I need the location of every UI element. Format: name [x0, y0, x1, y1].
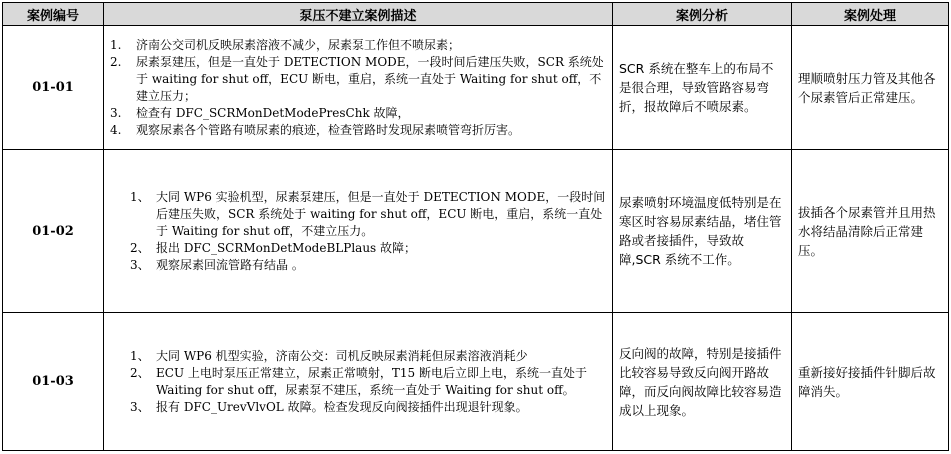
- item-text: 报出 DFC_SCRMonDetModeBLPlaus 故障；: [156, 240, 417, 255]
- item-text: 观察尿素回流管路有结晶 。: [156, 257, 304, 272]
- item-number: 3、: [130, 257, 150, 272]
- header-case-handling: 案例处理: [792, 3, 949, 26]
- case-analysis: 尿素喷射环境温度低特别是在寒区时容易尿素结晶，堵住管路或者接插件，导致故障,SCR 系统不工作。: [613, 150, 792, 313]
- case-id: 01-02: [3, 150, 104, 313]
- header-case-description: 泵压不建立案例描述: [104, 3, 613, 26]
- item-number: 1、: [130, 189, 150, 204]
- list-item: [110, 399, 606, 416]
- item-number: 2、: [130, 365, 150, 380]
- item-text: 尿素泵建压，但是一直处于 DETECTION MODE，一段时间后建压失败，SCR 系统处于 waiting for shut off，ECU 断电，重启，系统一直处于 Waiting for shut off，不建立压力；: [136, 54, 604, 103]
- list-item: [110, 105, 606, 122]
- item-number: 4.: [110, 122, 122, 137]
- list-item: [110, 122, 606, 139]
- item-number: 2.: [110, 54, 122, 69]
- item-text: 济南公交司机反映尿素溶液不减少，尿素泵工作但不喷尿素；: [136, 37, 461, 52]
- item-number: 1、: [130, 348, 150, 363]
- table-row: [3, 313, 949, 451]
- case-analysis: SCR 系统在整车上的布局不是很合理，导致管路容易弯折，报故障后不喷尿素。: [613, 26, 792, 150]
- list-item: [110, 240, 606, 257]
- table-header-row: [3, 3, 949, 26]
- list-item: [110, 257, 606, 274]
- list-item: [110, 348, 606, 365]
- case-description: [104, 313, 613, 451]
- case-id: 01-03: [3, 313, 104, 451]
- table-row: [3, 150, 949, 313]
- case-handling: 重新接好接插件针脚后故障消失。: [792, 313, 949, 451]
- list-item: [110, 365, 606, 399]
- case-analysis: 反向阀的故障，特别是接插件比较容易导致反向阀开路故障，而反向阀故障比较容易造成以上现象。: [613, 313, 792, 451]
- item-text: 大同 WP6 机型实验，济南公交：司机反映尿素消耗但尿素溶液消耗少: [156, 348, 528, 363]
- item-number: 3.: [110, 105, 122, 120]
- item-text: 报有 DFC_UrevVlvOL 故障。检查发现反向阀接插件出现退针现象。: [156, 399, 528, 414]
- case-handling: 拔插各个尿素管并且用热水将结晶清除后正常建压。: [792, 150, 949, 313]
- header-case-analysis: 案例分析: [613, 3, 792, 26]
- item-text: 大同 WP6 实验机型，尿素泵建压，但是一直处于 DETECTION MODE，一段时间后建压失败，SCR 系统处于 waiting for shut off，ECU 断电，重启，系统一直处于 Waiting for shut off，不建立压力。: [156, 189, 606, 238]
- case-handling: 理顺喷射压力管及其他各个尿素管后正常建压。: [792, 26, 949, 150]
- case-id: 01-01: [3, 26, 104, 150]
- table-row: [3, 26, 949, 150]
- item-text: ECU 上电时泵压正常建立，尿素正常喷射，T15 断电后立即上电，系统一直处于 Waiting for shut off，尿素泵不建压，系统一直处于 Waiting for shut off。: [156, 365, 587, 397]
- case-description: [104, 26, 613, 150]
- list-item: [110, 54, 606, 105]
- list-item: [110, 189, 606, 240]
- item-text: 检查有 DFC_SCRMonDetModePresChk 故障，: [136, 105, 410, 120]
- list-item: [110, 37, 606, 54]
- header-case-id: 案例编号: [3, 3, 104, 26]
- case-table: [2, 2, 949, 451]
- item-text: 观察尿素各个管路有喷尿素的痕迹，检查管路时发现尿素喷管弯折厉害。: [136, 122, 521, 137]
- item-number: 2、: [130, 240, 150, 255]
- item-number: 1.: [110, 37, 122, 52]
- case-description: [104, 150, 613, 313]
- item-number: 3、: [130, 399, 150, 414]
